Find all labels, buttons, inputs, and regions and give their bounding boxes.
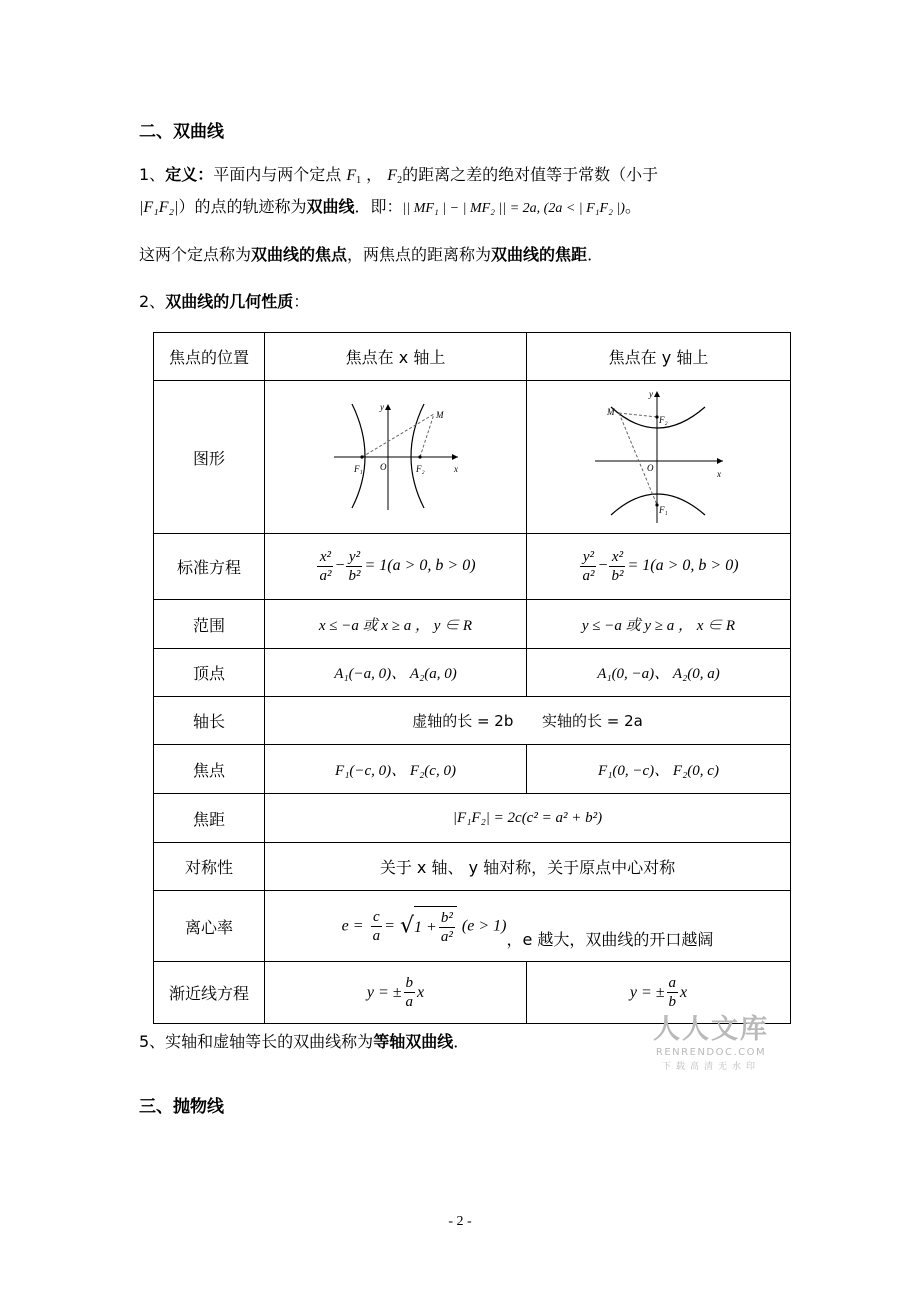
- focal-length: |F₁F₂| = 2c(c² = a² + b²): [265, 794, 791, 843]
- fraction: $\frac{\text{x²}}{\text{a²}}$: [319, 549, 332, 584]
- focal-distance-term: 双曲线的焦距: [491, 245, 588, 264]
- row-label-asymptote: 渐近线方程: [154, 962, 265, 1024]
- vertex-x: A₁(−a, 0)、 A₂(a, 0): [265, 649, 527, 697]
- fraction: $\frac{\text{y²}}{\text{a²}}$: [582, 549, 595, 584]
- table-row: [154, 534, 791, 600]
- definition-text-2: 的距离之差的绝对值等于常数（小于: [402, 165, 659, 184]
- x-axis-label: x: [716, 469, 721, 479]
- definition-formula: || MF₁ | − | MF₂ || = 2a, (2a < | F₁F₂ |): [402, 201, 625, 216]
- table-row: [154, 697, 791, 745]
- geometry-title: 双曲线的几何性质: [165, 292, 294, 311]
- table-row: [154, 794, 791, 843]
- table-row: [154, 843, 791, 891]
- table-row: [154, 649, 791, 697]
- focus-y: F₁(0, −c)、 F₂(0, c): [527, 745, 791, 794]
- hyperbola-x-graph: [326, 400, 466, 514]
- vertex-y: A₁(0, −a)、 A₂(0, a): [527, 649, 791, 697]
- f2-label: F₂: [658, 415, 668, 425]
- sqrt-body: 1 + $\frac{\text{b²}}{\text{a²}}$: [414, 906, 457, 946]
- definition-comma: ，: [361, 165, 383, 184]
- item5-text: 5、实轴和虚轴等长的双曲线称为: [139, 1032, 374, 1051]
- definition-end: 。: [624, 197, 641, 216]
- hyperbola-y-graph: [589, 387, 729, 527]
- definition-paragraph: [139, 164, 799, 192]
- eccentricity-cell: [265, 891, 791, 962]
- watermark-logo: [646, 1014, 776, 1074]
- symmetry-text: 关于 x 轴、 y 轴对称，关于原点中心对称: [265, 843, 791, 891]
- watermark-tagline: 下载高清无水印: [661, 1062, 760, 1072]
- row-label-equation: 标准方程: [154, 534, 265, 600]
- equation-x: $\frac{\text{x²}}{\text{a²}}$ − $\frac{\text{y²}}{\text{b²}}$ = 1(a > 0, b > 0): [265, 534, 527, 600]
- origin-label: O: [646, 463, 653, 473]
- definition-term: 双曲线: [306, 197, 355, 216]
- hyperbola-properties-table: [153, 332, 791, 1024]
- foci-term: 双曲线的焦点: [251, 245, 348, 264]
- focus-x: F₁(−c, 0)、 F₂(c, 0): [265, 745, 527, 794]
- foci-text-3: ．: [587, 245, 604, 264]
- row-label-focal: 焦距: [154, 794, 265, 843]
- row-label-graph: 图形: [154, 381, 265, 534]
- table-row: [154, 333, 791, 381]
- asymptote-x: y = ± $\frac{b}{a}$ x: [265, 962, 527, 1024]
- fraction: $\frac{\text{b²}}{\text{a²}}$: [440, 910, 453, 945]
- origin-label: O: [379, 462, 386, 472]
- sqrt-icon: √: [399, 913, 415, 939]
- watermark-title: 人人文库: [653, 1014, 769, 1045]
- definition-text-1: 平面内与两个定点: [213, 165, 342, 184]
- m-label: M: [606, 407, 614, 417]
- fraction: $\frac{\text{y²}}{\text{b²}}$: [348, 549, 361, 584]
- ecc-condition: (e > 1): [461, 917, 507, 935]
- table-row: [154, 600, 791, 649]
- definition-text-3: ）的点的轨迹称为: [178, 197, 307, 216]
- fraction: $\frac{\text{x²}}{\text{b²}}$: [611, 549, 624, 584]
- foci-paragraph: [139, 244, 819, 266]
- x-axis-label: x: [453, 464, 458, 474]
- row-label-axis: 轴长: [154, 697, 265, 745]
- m-label: M: [435, 410, 443, 420]
- graph-y-cell: [527, 381, 791, 534]
- row-label-symmetry: 对称性: [154, 843, 265, 891]
- equation-y: $\frac{\text{y²}}{\text{a²}}$ − $\frac{\text{x²}}{\text{b²}}$ = 1(a > 0, b > 0): [527, 534, 791, 600]
- y-axis-label: y: [648, 389, 653, 399]
- focus-f2: $F_2$: [387, 167, 403, 186]
- asymptote-y: y = ± $\frac{a}{b}$ x: [527, 962, 791, 1024]
- foci-text-2: ，两焦点的距离称为: [347, 245, 492, 264]
- definition-text-4: ．即：: [354, 197, 403, 216]
- ecc-lhs: e =: [341, 917, 364, 935]
- y-axis-label: y: [379, 402, 384, 412]
- row-label-range: 范围: [154, 600, 265, 649]
- focus-f1: $F_1$: [346, 167, 362, 186]
- section-title-parabola: 三、抛物线: [139, 1097, 224, 1117]
- definition-paragraph-line2: [139, 196, 819, 220]
- page-number: - 2 -: [448, 1214, 472, 1229]
- header-x-axis: 焦点在 x 轴上: [265, 333, 527, 381]
- equation-rest: = 1(a > 0, b > 0): [627, 557, 739, 575]
- section-title-hyperbola: 二、双曲线: [139, 122, 224, 142]
- definition-number: 1、: [139, 165, 166, 184]
- item5-term: 等轴双曲线: [373, 1032, 454, 1051]
- f1-label: F₁: [353, 464, 363, 474]
- header-y-axis: 焦点在 y 轴上: [527, 333, 791, 381]
- table-row: [154, 745, 791, 794]
- foci-text-1: 这两个定点称为: [139, 245, 252, 264]
- row-label-vertex: 顶点: [154, 649, 265, 697]
- fraction: $\frac{b}{a}$: [405, 975, 414, 1010]
- row-label-focus: 焦点: [154, 745, 265, 794]
- table-row: [154, 381, 791, 534]
- item-5: [139, 1031, 469, 1053]
- row-label-eccentricity: 离心率: [154, 891, 265, 962]
- item5-end: ．: [453, 1032, 470, 1051]
- abs-f1f2: |F₁F₂|: [139, 199, 179, 216]
- f2-label: F₂: [415, 464, 425, 474]
- axis-lengths: 虚轴的长 = 2b 实轴的长 = 2a: [265, 697, 791, 745]
- ecc-eq: =: [384, 917, 395, 935]
- definition-label: 定义：: [165, 165, 214, 184]
- range-x: x ≤ −a 或 x ≥ a ， y ∈ R: [265, 600, 527, 649]
- equation-rest: = 1(a > 0, b > 0): [364, 557, 476, 575]
- watermark-domain: RENRENDOC.COM: [655, 1047, 767, 1058]
- table-row: [154, 891, 791, 962]
- fraction: $\frac{a}{b}$: [668, 975, 677, 1010]
- geometry-heading: [139, 291, 309, 313]
- header-position: 焦点的位置: [154, 333, 265, 381]
- geometry-number: 2、: [139, 292, 166, 311]
- range-y: y ≤ −a 或 y ≥ a ， x ∈ R: [527, 600, 791, 649]
- geometry-colon: ：: [293, 292, 310, 311]
- f1-label: F₁: [658, 505, 668, 515]
- graph-x-cell: [265, 381, 527, 534]
- fraction: $\frac{c}{a}$: [372, 908, 381, 944]
- ecc-tail: ，e 越大，双曲线的开口越阔: [506, 929, 714, 949]
